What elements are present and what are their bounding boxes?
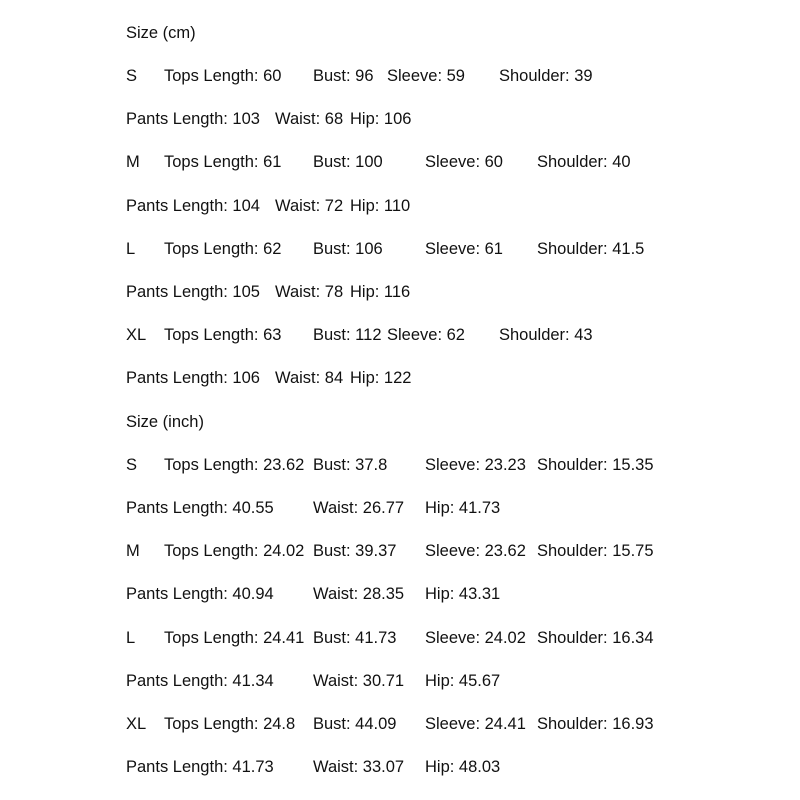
hip: Hip: 48.03 — [425, 758, 501, 776]
shoulder: Shoulder: 40 — [537, 153, 631, 171]
size-label: S — [126, 456, 138, 474]
pants-length: Pants Length: 41.34 — [126, 672, 274, 690]
size-label: M — [126, 542, 140, 560]
sleeve: Sleeve: 23.62 — [425, 542, 526, 560]
size-label: XL — [126, 715, 147, 733]
waist: Waist: 68 — [275, 110, 344, 128]
size-label: XL — [126, 326, 147, 344]
size-label: S — [126, 67, 138, 85]
sleeve: Sleeve: 24.02 — [425, 629, 526, 647]
waist: Waist: 84 — [275, 369, 344, 387]
bust: Bust: 112 — [313, 326, 382, 344]
hip: Hip: 43.31 — [425, 585, 501, 603]
hip: Hip: 45.67 — [425, 672, 501, 690]
pants-length: Pants Length: 40.55 — [126, 499, 274, 517]
sleeve: Sleeve: 23.23 — [425, 456, 526, 474]
pants-length: Pants Length: 106 — [126, 369, 260, 387]
cm-heading: Size (cm) — [126, 24, 196, 42]
hip: Hip: 110 — [350, 197, 411, 215]
hip: Hip: 106 — [350, 110, 412, 128]
bust: Bust: 96 — [313, 67, 374, 85]
pants-length: Pants Length: 41.73 — [126, 758, 274, 776]
waist: Waist: 30.71 — [313, 672, 405, 690]
tops-length: Tops Length: 24.8 — [164, 715, 296, 733]
shoulder: Shoulder: 15.35 — [537, 456, 654, 474]
shoulder: Shoulder: 39 — [499, 67, 593, 85]
pants-length: Pants Length: 40.94 — [126, 585, 274, 603]
waist: Waist: 33.07 — [313, 758, 405, 776]
bust: Bust: 41.73 — [313, 629, 397, 647]
sleeve: Sleeve: 59 — [387, 67, 465, 85]
tops-length: Tops Length: 60 — [164, 67, 282, 85]
shoulder: Shoulder: 41.5 — [537, 240, 645, 258]
shoulder: Shoulder: 16.93 — [537, 715, 654, 733]
shoulder: Shoulder: 15.75 — [537, 542, 654, 560]
pants-length: Pants Length: 104 — [126, 197, 260, 215]
hip: Hip: 116 — [350, 283, 411, 301]
tops-length: Tops Length: 23.62 — [164, 456, 305, 474]
pants-length: Pants Length: 103 — [126, 110, 260, 128]
hip: Hip: 122 — [350, 369, 412, 387]
tops-length: Tops Length: 24.02 — [164, 542, 305, 560]
sleeve: Sleeve: 62 — [387, 326, 465, 344]
waist: Waist: 28.35 — [313, 585, 405, 603]
size-label: M — [126, 153, 140, 171]
pants-length: Pants Length: 105 — [126, 283, 260, 301]
tops-length: Tops Length: 63 — [164, 326, 282, 344]
bust: Bust: 44.09 — [313, 715, 397, 733]
sleeve: Sleeve: 61 — [425, 240, 503, 258]
bust: Bust: 106 — [313, 240, 383, 258]
waist: Waist: 72 — [275, 197, 344, 215]
sleeve: Sleeve: 60 — [425, 153, 503, 171]
hip: Hip: 41.73 — [425, 499, 501, 517]
tops-length: Tops Length: 61 — [164, 153, 282, 171]
inch-heading: Size (inch) — [126, 413, 204, 431]
bust: Bust: 37.8 — [313, 456, 388, 474]
waist: Waist: 26.77 — [313, 499, 405, 517]
bust: Bust: 39.37 — [313, 542, 397, 560]
tops-length: Tops Length: 24.41 — [164, 629, 305, 647]
bust: Bust: 100 — [313, 153, 383, 171]
shoulder: Shoulder: 43 — [499, 326, 593, 344]
size-label: L — [126, 629, 136, 647]
shoulder: Shoulder: 16.34 — [537, 629, 654, 647]
tops-length: Tops Length: 62 — [164, 240, 282, 258]
sleeve: Sleeve: 24.41 — [425, 715, 526, 733]
waist: Waist: 78 — [275, 283, 344, 301]
size-label: L — [126, 240, 136, 258]
